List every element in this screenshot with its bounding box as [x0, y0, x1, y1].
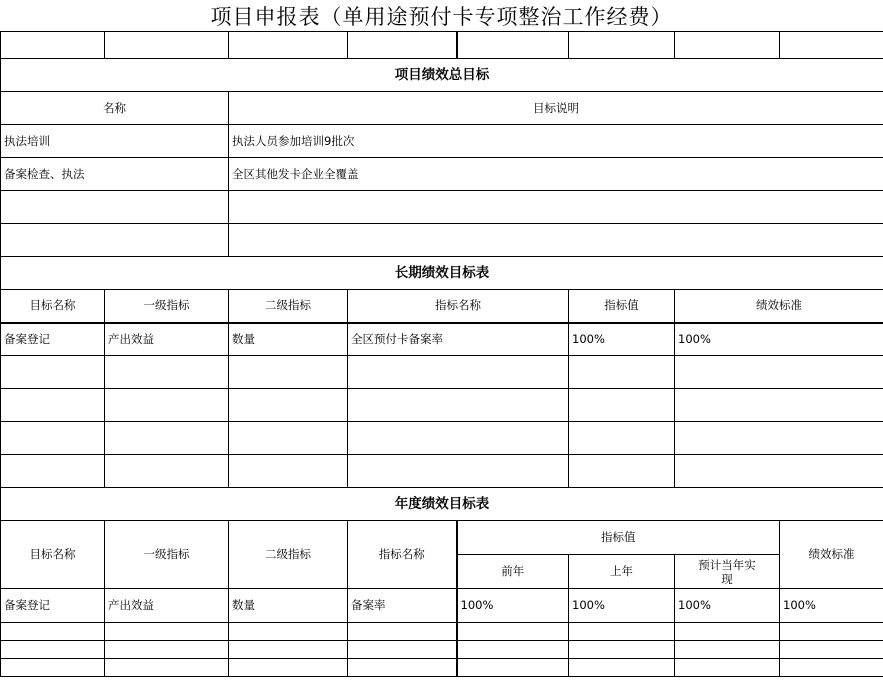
lt-cell-goal: 备案登记 [1, 323, 105, 356]
lt-cell-goal [1, 455, 105, 488]
an-cell-indicator [348, 641, 457, 659]
an-cell-standard [780, 641, 883, 659]
overall-goal-heading: 项目绩效总目标 [1, 59, 883, 92]
long-term-row [1, 323, 883, 356]
lt-header-value: 指标值 [569, 290, 675, 323]
an-cell-goal: 备案登记 [1, 589, 105, 623]
long-term-row [1, 389, 883, 422]
an-cell-expected [675, 641, 780, 659]
an-cell-last-year: 100% [569, 589, 675, 623]
lt-cell-standard [675, 455, 883, 488]
an-header-expected: 预计当年实现 [675, 555, 780, 589]
an-cell-expected [675, 659, 780, 677]
an-header-prev-year: 前年 [457, 555, 569, 589]
lt-cell-indicator [348, 422, 569, 455]
an-header-last-year: 上年 [569, 555, 675, 589]
goal-name-cell: 执法培训 [1, 125, 229, 158]
blank-cell [675, 32, 780, 59]
lt-header-goal: 目标名称 [1, 290, 105, 323]
lt-cell-value [569, 356, 675, 389]
an-cell-indicator: 备案率 [348, 589, 457, 623]
lt-cell-indicator [348, 356, 569, 389]
long-term-row [1, 422, 883, 455]
an-cell-expected [675, 623, 780, 641]
long-term-header-row [1, 290, 883, 323]
blank-cell [105, 32, 229, 59]
an-header-goal: 目标名称 [1, 521, 105, 589]
lt-cell-standard: 100% [675, 323, 883, 356]
an-header-indicator: 指标名称 [348, 521, 457, 589]
an-cell-standard: 100% [780, 589, 883, 623]
an-cell-level2 [229, 623, 348, 641]
lt-cell-standard [675, 356, 883, 389]
lt-cell-value [569, 389, 675, 422]
overall-goal-row [1, 191, 883, 224]
performance-table [0, 31, 883, 677]
blank-header-row [1, 32, 883, 59]
lt-cell-level1 [105, 422, 229, 455]
annual-row [1, 659, 883, 677]
blank-cell [780, 32, 883, 59]
annual-row [1, 641, 883, 659]
lt-cell-value: 100% [569, 323, 675, 356]
an-cell-prev-year: 100% [457, 589, 569, 623]
an-header-level2: 二级指标 [229, 521, 348, 589]
goal-desc-cell [229, 224, 883, 257]
annual-header-row [1, 521, 883, 555]
overall-goal-header-row [1, 92, 883, 125]
blank-cell [457, 32, 569, 59]
blank-cell [1, 32, 105, 59]
annual-row [1, 623, 883, 641]
goal-name-cell [1, 224, 229, 257]
an-header-standard: 绩效标准 [780, 521, 883, 589]
lt-header-level1: 一级指标 [105, 290, 229, 323]
an-cell-level1 [105, 659, 229, 677]
overall-goal-row [1, 125, 883, 158]
an-cell-prev-year [457, 623, 569, 641]
long-term-heading: 长期绩效目标表 [1, 257, 883, 290]
an-cell-goal [1, 659, 105, 677]
lt-cell-level2: 数量 [229, 323, 348, 356]
an-cell-level1 [105, 641, 229, 659]
lt-cell-level2 [229, 356, 348, 389]
long-term-row [1, 455, 883, 488]
lt-header-standard: 绩效标准 [675, 290, 883, 323]
an-cell-indicator [348, 659, 457, 677]
an-cell-last-year [569, 659, 675, 677]
goal-name-cell: 备案检查、执法 [1, 158, 229, 191]
lt-cell-standard [675, 422, 883, 455]
lt-cell-indicator [348, 455, 569, 488]
lt-cell-level1 [105, 455, 229, 488]
lt-cell-value [569, 455, 675, 488]
lt-header-level2: 二级指标 [229, 290, 348, 323]
lt-cell-level1 [105, 389, 229, 422]
lt-cell-level2 [229, 389, 348, 422]
an-cell-level1 [105, 623, 229, 641]
an-header-value: 指标值 [457, 521, 780, 555]
lt-cell-goal [1, 356, 105, 389]
blank-cell [229, 32, 348, 59]
an-cell-expected: 100% [675, 589, 780, 623]
an-cell-level2 [229, 659, 348, 677]
an-cell-prev-year [457, 641, 569, 659]
overall-goal-row [1, 158, 883, 191]
an-cell-level2 [229, 641, 348, 659]
lt-cell-indicator: 全区预付卡备案率 [348, 323, 569, 356]
an-header-level1: 一级指标 [105, 521, 229, 589]
an-cell-goal [1, 641, 105, 659]
blank-cell [569, 32, 675, 59]
long-term-row [1, 356, 883, 389]
an-cell-indicator [348, 623, 457, 641]
an-cell-standard [780, 659, 883, 677]
annual-heading: 年度绩效目标表 [1, 488, 883, 521]
lt-cell-level2 [229, 422, 348, 455]
lt-cell-value [569, 422, 675, 455]
goal-name-cell [1, 191, 229, 224]
goal-desc-cell: 执法人员参加培训9批次 [229, 125, 883, 158]
goal-desc-cell: 全区其他发卡企业全覆盖 [229, 158, 883, 191]
lt-header-indicator: 指标名称 [348, 290, 569, 323]
an-cell-goal [1, 623, 105, 641]
lt-cell-goal [1, 389, 105, 422]
an-cell-last-year [569, 623, 675, 641]
lt-cell-indicator [348, 389, 569, 422]
an-cell-last-year [569, 641, 675, 659]
lt-cell-standard [675, 389, 883, 422]
col-desc-header: 目标说明 [229, 92, 883, 125]
lt-cell-level2 [229, 455, 348, 488]
an-cell-prev-year [457, 659, 569, 677]
annual-row [1, 589, 883, 623]
overall-goal-row [1, 224, 883, 257]
an-cell-level2: 数量 [229, 589, 348, 623]
lt-cell-level1: 产出效益 [105, 323, 229, 356]
an-cell-standard [780, 623, 883, 641]
page-title: 项目申报表（单用途预付卡专项整治工作经费） [210, 4, 673, 29]
lt-cell-goal [1, 422, 105, 455]
col-name-header: 名称 [1, 92, 229, 125]
goal-desc-cell [229, 191, 883, 224]
blank-cell [348, 32, 457, 59]
lt-cell-level1 [105, 356, 229, 389]
an-cell-level1: 产出效益 [105, 589, 229, 623]
